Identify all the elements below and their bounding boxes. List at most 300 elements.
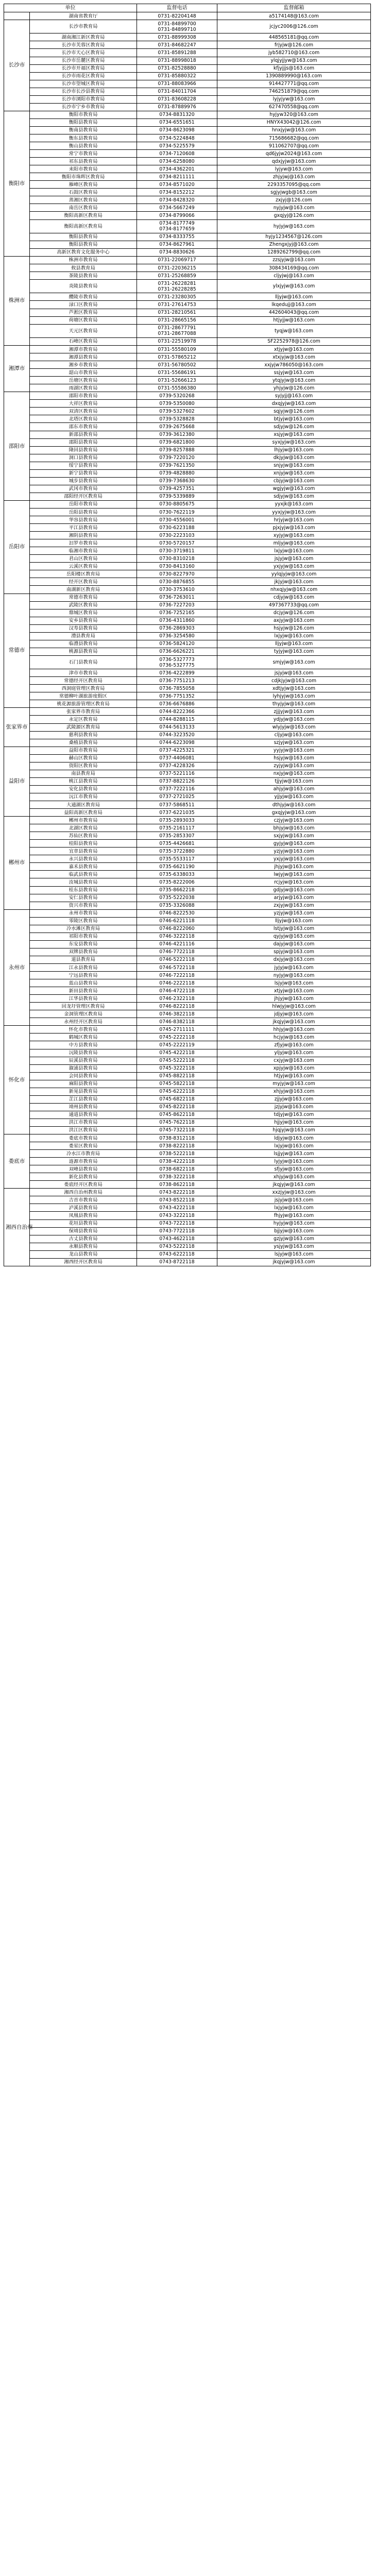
table-row [4,948,371,956]
email-cell[interactable]: 914427771@qq.com [217,80,371,88]
email-cell[interactable]: gdjyjw@163.com [217,886,371,894]
table-row [4,88,371,95]
email-cell[interactable]: ysjyjw@163.com [217,1243,371,1250]
phone-cell: 0735-6338033 [137,871,217,878]
email-cell[interactable]: nxjyjw@163.com [217,770,371,777]
phone-cell: 0739-4828880 [137,469,217,477]
city-cell: 湘潭市 [4,346,30,392]
email-cell[interactable]: tdjyjw@163.com [217,1111,371,1118]
email-cell[interactable]: hcjyjw@163.com [217,1033,371,1041]
email-cell[interactable]: tyqjw@163.com [217,324,371,337]
email-cell[interactable]: szjyjw@163.com [217,739,371,747]
table-row [4,817,371,824]
unit-cell: 韶山市教育局 [30,369,137,377]
email-cell[interactable]: gzjyjw@163.com [217,1235,371,1243]
email-cell[interactable]: hhjyjw@163.com [217,1026,371,1033]
email-cell[interactable]: dxqjyjw@163.com [217,400,371,408]
email-cell[interactable]: axjyjw@163.com [217,617,371,624]
email-cell[interactable]: yxjyjw@163.com [217,855,371,863]
phone-cell: 0738-8222118 [137,1142,217,1150]
email-cell[interactable]: 497367733@qq.com [217,601,371,609]
email-cell[interactable]: lljyjw@163.com [217,917,371,925]
email-cell[interactable]: ydjyjw@163.com [217,716,371,723]
phone-cell: 0743-8222118 [137,1189,217,1196]
email-cell[interactable]: hyjyjw@163.com [217,1219,371,1227]
unit-cell: 株洲市教育局 [30,256,137,264]
unit-cell: 张家界市教育局 [30,708,137,716]
phone-cell: 0746-7722118 [137,948,217,956]
email-cell[interactable]: Zhengxjyj@163.com [217,241,371,248]
email-cell[interactable]: 308434169@qq.com [217,264,371,272]
email-cell[interactable]: cdjyjw@163.com [217,594,371,601]
unit-cell: 石峰区教育局 [30,337,137,345]
email-cell[interactable]: jzjyjw@163.com [217,1103,371,1111]
table-row [4,933,371,940]
phone-cell: 0734-8799066 [137,212,217,219]
email-cell[interactable]: lyjyjw@163.com [217,1158,371,1165]
table-row [4,72,371,80]
email-cell[interactable]: hnxjyjw@163.com [217,126,371,134]
email-cell[interactable]: jkjyjw@163.com [217,578,371,586]
email-cell[interactable]: hsjyjw@163.com [217,754,371,762]
email-cell[interactable]: cljyjw@163.com [217,731,371,739]
table-row [4,578,371,586]
email-cell[interactable]: xxjyjw786050@163.com [217,361,371,369]
email-cell[interactable]: yyjyjw@163.com [217,747,371,754]
table-row [4,762,371,770]
city-cell: 怀化市 [4,1026,30,1134]
email-cell[interactable]: ldjyjw@163.com [217,1134,371,1142]
phone-cell: 0746-8222060 [137,925,217,933]
table-row [4,1080,371,1088]
email-cell[interactable]: syxjyjw@163.com [217,438,371,446]
email-cell[interactable]: lstjyjw@163.com [217,925,371,933]
email-cell[interactable]: 1289262799@qq.com [217,248,371,256]
email-cell[interactable]: xyjyjw@163.com [217,532,371,539]
email-cell[interactable]: cbjyjw@163.com [217,477,371,485]
email-cell[interactable]: dcjyjw@126.com [217,609,371,617]
phone-cell: 0743-8722118 [137,1258,217,1266]
unit-cell: 湘乡市教育局 [30,361,137,369]
table-row [4,894,371,902]
phone-cell: 0731-26228281 0731-26228285 [137,280,217,293]
phone-cell: 0736-5327773 0736-5327775 [137,655,217,669]
unit-cell: 常德柳叶湖旅游度假区 [30,692,137,700]
table-row [4,640,371,648]
unit-cell: 永顺县教育局 [30,1243,137,1250]
email-cell[interactable]: wlyjyjw@163.com [217,723,371,731]
email-cell[interactable]: hsjyjw@126.com [217,624,371,632]
phone-cell: 0745-7622118 [137,1118,217,1126]
email-cell[interactable]: 911062707@qq.com [217,142,371,150]
phone-cell: 0739-4257351 [137,485,217,493]
table-row [4,747,371,754]
unit-cell: 靖州县教育局 [30,1103,137,1111]
unit-cell: 临武县教育局 [30,871,137,878]
table-row [4,586,371,594]
email-cell[interactable]: czjyjw@163.com [217,817,371,824]
email-cell[interactable]: xnjyjw@163.com [217,469,371,477]
email-cell[interactable]: SF2252978@126.com [217,337,371,345]
phone-cell: 0746-8382118 [137,1018,217,1026]
email-cell[interactable]: wgjyjw@163.com [217,485,371,493]
email-cell[interactable]: thyjyjw@163.com [217,700,371,708]
table-row [4,316,371,324]
phone-cell: 0730-8805675 [137,500,217,508]
phone-cell: 0734-8627961 [137,241,217,248]
phone-cell: 0735-2853307 [137,832,217,840]
email-cell[interactable]: lyhjyjw@163.com [217,692,371,700]
phone-cell: 0731-55580109 [137,346,217,353]
table-row [4,369,371,377]
email-cell[interactable]: xtjyjw@163.com [217,346,371,353]
unit-cell: 攸县教育局 [30,264,137,272]
email-cell[interactable]: pjxjyjw@163.com [217,524,371,532]
email-cell[interactable]: sdjyjw@163.com [217,493,371,500]
email-cell[interactable]: a5174148@163.com [217,12,371,20]
phone-cell: 0739-5320268 [137,392,217,400]
city-cell: 长沙市 [4,20,30,111]
phone-cell: 0731-57865212 [137,353,217,361]
email-cell[interactable]: ylqjyjjyw@163.com [217,57,371,64]
email-cell[interactable]: tyjyjw@163.com [217,648,371,655]
table-row [4,1088,371,1095]
email-cell[interactable]: zjjyjw@163.com [217,1095,371,1103]
email-cell[interactable]: zyjyjw@163.com [217,762,371,770]
email-cell[interactable]: lyjyw@163.com [217,165,371,173]
email-cell[interactable]: mljyjw@163.com [217,539,371,547]
email-cell[interactable]: jyb582710@163.com [217,49,371,57]
email-cell[interactable]: xhjyjw@163.com [217,1088,371,1095]
phone-cell: 0738-3222118 [137,1173,217,1181]
table-row [4,469,371,477]
email-cell[interactable]: lhjyjw@163.com [217,446,371,454]
table-row [4,1095,371,1103]
email-cell[interactable]: yzjyjw@163.com [217,909,371,917]
table-row [4,126,371,134]
email-cell[interactable]: sqjyjw@126.com [217,408,371,415]
email-cell[interactable]: 448565181@qq.com [217,33,371,41]
table-row [4,1103,371,1111]
email-cell[interactable]: yylqjyjw@163.com [217,570,371,578]
email-cell[interactable]: nhxqjyjw@163.com [217,586,371,594]
email-cell[interactable]: lljyjw@163.com [217,293,371,301]
table-row [4,500,371,508]
email-cell[interactable]: bhjyjw@163.com [217,824,371,832]
phone-cell: 0743-4622118 [137,1235,217,1243]
email-cell[interactable]: arjyjw@163.com [217,894,371,902]
email-cell[interactable]: hrjyjw@163.com [217,516,371,524]
phone-cell: 0735-4426681 [137,840,217,848]
email-cell[interactable]: jkqjyjw@163.com [217,1258,371,1266]
unit-cell: 永州市教育局 [30,909,137,917]
unit-cell: 怀化市教育局 [30,1026,137,1033]
email-cell[interactable]: yxjyjw@163.com [217,563,371,570]
email-cell[interactable]: lsjyjw@163.com [217,1250,371,1258]
email-cell[interactable]: 2293357095@qq.com [217,181,371,189]
email-cell[interactable]: sfjyjw@163.com [217,1165,371,1173]
email-cell[interactable]: gyjyjw@163.com [217,840,371,848]
unit-cell: 古丈县教育局 [30,1235,137,1243]
email-cell[interactable]: frjyjw@126.com [217,41,371,49]
email-cell[interactable]: yhjyjw@126.com [217,384,371,392]
email-cell[interactable]: spjyjw@163.com [217,948,371,956]
phone-cell: 0731-56780502 [137,361,217,369]
phone-cell: 0731-88083966 [137,80,217,88]
phone-cell: 0735-3326088 [137,902,217,909]
email-cell[interactable]: hjqjyjw@163.com [217,1126,371,1134]
email-cell[interactable]: jsjyjw@163.com [217,669,371,677]
unit-cell: 北湖区教育局 [30,824,137,832]
phone-cell: 0745-2711111 [137,1026,217,1033]
unit-cell: 双清区教育局 [30,408,137,415]
email-cell[interactable]: hyjy1234567@126.com [217,233,371,241]
email-cell[interactable]: rcjyjw@163.com [217,878,371,886]
unit-cell: 芦淞区教育局 [30,309,137,316]
email-cell[interactable]: lxjyjw@163.com [217,1142,371,1150]
email-cell[interactable]: 715686682@qq.com [217,134,371,142]
table-row [4,917,371,925]
email-cell[interactable]: lsjyjw@163.com [217,979,371,987]
unit-cell: 君山区教育局 [30,555,137,563]
table-row [4,648,371,655]
email-cell[interactable]: tjjyjw@163.com [217,777,371,785]
email-cell[interactable]: bjjyjw@163.com [217,1227,371,1235]
unit-cell: 邵阳市教育局 [30,392,137,400]
email-cell[interactable]: zfjyjw@163.com [217,1041,371,1049]
email-cell[interactable]: xpjyjw@163.com [217,1064,371,1072]
email-cell[interactable]: zjjjyjw@163.com [217,708,371,716]
email-cell[interactable]: zhjyjwj@163.com [217,173,371,181]
phone-cell: 0737-4228326 [137,762,217,770]
email-cell[interactable]: ylxjyjw@163.com [217,280,371,293]
email-cell[interactable]: jsjyjw@163.com [217,555,371,563]
email-cell[interactable]: lxjyjw@163.com [217,632,371,640]
email-cell[interactable]: hyjyjw@163.com [217,219,371,233]
unit-cell: 衡阳市教育局 [30,111,137,118]
unit-cell: 苏仙区教育局 [30,832,137,840]
email-cell[interactable]: jkqjyjw@163.com [217,1181,371,1189]
table-row [4,1173,371,1181]
phone-cell: 0738-8622118 [137,1181,217,1189]
email-cell[interactable]: sxjyjw@163.com [217,832,371,840]
email-cell[interactable]: lxjyjw@163.com [217,547,371,555]
phone-cell: 0734-8831320 [137,111,217,118]
email-cell[interactable]: ytqjyjw@163.com [217,377,371,384]
email-cell[interactable]: lkqedujj@163.com [217,301,371,309]
email-cell[interactable]: zzsjyjw@163.com [217,256,371,264]
email-cell[interactable]: nyjyjw@163.com [217,972,371,979]
unit-cell: 西洞庭管理区教育局 [30,685,137,692]
table-row [4,871,371,878]
unit-cell: 新邵县教育局 [30,431,137,438]
email-cell[interactable]: 627470558@qq.com [217,103,371,111]
email-cell[interactable]: gxqjyj@126.com [217,212,371,219]
table-row [4,95,371,103]
table-row [4,309,371,316]
unit-cell: 新晃县教育局 [30,1088,137,1095]
email-cell[interactable]: hlwjyjw@163.com [217,1003,371,1010]
unit-cell: 永州经开区教育局 [30,1018,137,1026]
unit-cell: 南县教育局 [30,770,137,777]
city-cell: 株洲市 [4,256,30,345]
email-cell[interactable]: HNYX43042@126.com [217,118,371,126]
email-cell[interactable]: jsjyjw@163.com [217,1196,371,1204]
phone-cell: 0737-4406081 [137,754,217,762]
email-cell[interactable]: cljyjwj@163.com [217,272,371,280]
table-row [4,716,371,723]
email-cell[interactable]: lljyjw@163.com [217,640,371,648]
email-cell[interactable]: jdjyjw@163.com [217,1010,371,1018]
email-cell[interactable]: 1390889990@163.com [217,72,371,80]
unit-cell: 安仁县教育局 [30,894,137,902]
unit-cell: 衡山县教育局 [30,142,137,150]
email-cell[interactable]: xxzjyjw@163.com [217,1189,371,1196]
email-cell[interactable]: myjyjw@163.com [217,1080,371,1088]
city-cell: 岳阳市 [4,500,30,594]
email-cell[interactable]: sgjyjwgb@163.com [217,189,371,196]
email-cell[interactable]: yljyjw@163.com [217,1049,371,1057]
email-cell[interactable]: lyjyjyw@163.com [217,95,371,103]
phone-cell: 0736-7263011 [137,594,217,601]
email-cell[interactable]: xtxjyjw@163.com [217,353,371,361]
email-cell[interactable]: hyjyw320@163.com [217,111,371,118]
email-cell[interactable]: jhjyjw@163.com [217,995,371,1003]
email-cell[interactable]: syjyjj@163.com [217,392,371,400]
email-cell[interactable]: nyjyjw@163.com [217,204,371,212]
unit-cell: 郴州市教育局 [30,817,137,824]
city-cell: 张家界市 [4,708,30,747]
unit-cell: 汝城县教育局 [30,878,137,886]
phone-cell: 0734-8830626 [137,248,217,256]
email-cell[interactable]: jhjyjw@163.com [217,863,371,871]
email-cell[interactable]: htjyjjw@163.com [217,316,371,324]
table-row [4,118,371,126]
unit-cell: 新宁县教育局 [30,469,137,477]
email-cell[interactable]: ahjyjw@163.com [217,785,371,793]
unit-cell: 绥宁县教育局 [30,462,137,469]
email-cell[interactable]: qd6jyjw2024@163.com [217,150,371,158]
unit-cell: 麻阳县教育局 [30,1080,137,1088]
phone-cell: 0731-27614753 [137,301,217,309]
unit-cell: 安化县教育局 [30,785,137,793]
unit-cell: 赫山区教育局 [30,754,137,762]
email-cell[interactable]: zxjyjw@163.com [217,902,371,909]
table-row [4,165,371,173]
unit-cell: 衡东县教育局 [30,134,137,142]
supervision-contact-table [4,4,371,1266]
email-cell[interactable]: zxjyj@126.com [217,196,371,204]
table-row [4,293,371,301]
table-row [4,134,371,142]
table-row [4,963,371,971]
email-cell[interactable]: hjjyjw@163.com [217,1118,371,1126]
email-cell[interactable]: lwjyjw@163.com [217,871,371,878]
table-row [4,532,371,539]
unit-cell: 长沙市天心区教育局 [30,49,137,57]
email-cell[interactable]: xsjyjw@163.com [217,431,371,438]
table-row [4,1235,371,1243]
unit-cell: 长沙市岳麓区教育局 [30,57,137,64]
unit-cell: 大通湖区教育局 [30,801,137,809]
email-cell[interactable]: dkjyjw@163.com [217,454,371,462]
unit-cell: 道县教育局 [30,956,137,963]
table-row [4,485,371,493]
phone-cell: 0731-83608228 [137,95,217,103]
phone-cell: 0730-4556001 [137,516,217,524]
email-cell[interactable]: yyxjk@163.com [217,500,371,508]
email-cell[interactable]: xtjyjw@163.com [217,987,371,995]
phone-cell: 0746-2322118 [137,995,217,1003]
phone-cell: 0738-8312118 [137,1134,217,1142]
email-cell[interactable]: dajyjw@163.com [217,940,371,948]
email-cell[interactable]: yyxjyjw@163.com [217,508,371,516]
email-cell[interactable]: ssjyjw@163.com [217,369,371,377]
table-body [4,12,371,1266]
table-row [4,1212,371,1219]
phone-cell: 0731-28677791 0731-28677088 [137,324,217,337]
email-cell[interactable]: lsjjyjw@163.com [217,1150,371,1158]
phone-cell: 0746-8222530 [137,909,217,917]
email-cell[interactable]: lxjyjw@163.com [217,1204,371,1212]
phone-cell: 0734-8623098 [137,126,217,134]
email-cell[interactable]: fhjyjw@163.com [217,1212,371,1219]
email-cell[interactable]: qyjyjw@163.com [217,933,371,940]
email-cell[interactable]: kfjyjjjs@163.com [217,64,371,72]
phone-cell: 0736-7227203 [137,601,217,609]
email-cell[interactable]: jcjyc2006@126.com [217,20,371,33]
email-cell[interactable]: 746251879@qq.com [217,88,371,95]
phone-cell: 0737-2721025 [137,793,217,801]
unit-cell: 耒阳市教育局 [30,165,137,173]
email-cell[interactable]: yzjyjw@163.com [217,848,371,855]
unit-cell: 湘西经开区教育局 [30,1258,137,1266]
unit-cell: 城步县教育局 [30,477,137,485]
email-cell[interactable]: snjyjw@163.com [217,462,371,469]
email-cell[interactable]: cdjkjyjw@163.com [217,677,371,685]
unit-cell: 长沙市教育局 [30,20,137,33]
email-cell[interactable]: dthjyjw@163.com [217,801,371,809]
unit-cell: 祁阳市教育局 [30,933,137,940]
email-cell[interactable]: 442604043@qq.com [217,309,371,316]
phone-cell: 0745-2222119 [137,1041,217,1049]
email-cell[interactable]: btjyjw@163.com [217,415,371,423]
email-cell[interactable]: xdtjyjw@163.com [217,685,371,692]
phone-cell: 0743-4222118 [137,1204,217,1212]
email-cell[interactable]: jyjyjw@163.com [217,963,371,971]
email-cell[interactable]: xhjyjw@163.com [217,1173,371,1181]
email-cell[interactable]: gxqjyjw@163.com [217,809,371,817]
phone-cell: 0730-3753610 [137,586,217,594]
email-cell[interactable]: dxjyjw@163.com [217,956,371,963]
email-cell[interactable]: yjjyjw@163.com [217,793,371,801]
table-row [4,477,371,485]
unit-cell: 安乡县教育局 [30,617,137,624]
unit-cell: 回龙圩管理区教育局 [30,1003,137,1010]
phone-cell: 0734-8211111 [137,173,217,181]
email-cell[interactable]: cxjyjw@163.com [217,1057,371,1064]
email-cell[interactable]: htjyjw@163.com [217,1072,371,1080]
email-cell[interactable]: qdxjyjw@163.com [217,158,371,165]
email-cell[interactable]: sdjyjw@126.com [217,423,371,431]
unit-cell: 常德经开区教育局 [30,677,137,685]
unit-cell: 东安县教育局 [30,940,137,948]
email-cell[interactable]: smjyjw@163.com [217,655,371,669]
unit-cell: 武冈市教育局 [30,485,137,493]
phone-cell: 0731-52666123 [137,377,217,384]
unit-cell: 汉寿县教育局 [30,624,137,632]
email-cell[interactable]: jkqjyjw@163.com [217,1018,371,1026]
